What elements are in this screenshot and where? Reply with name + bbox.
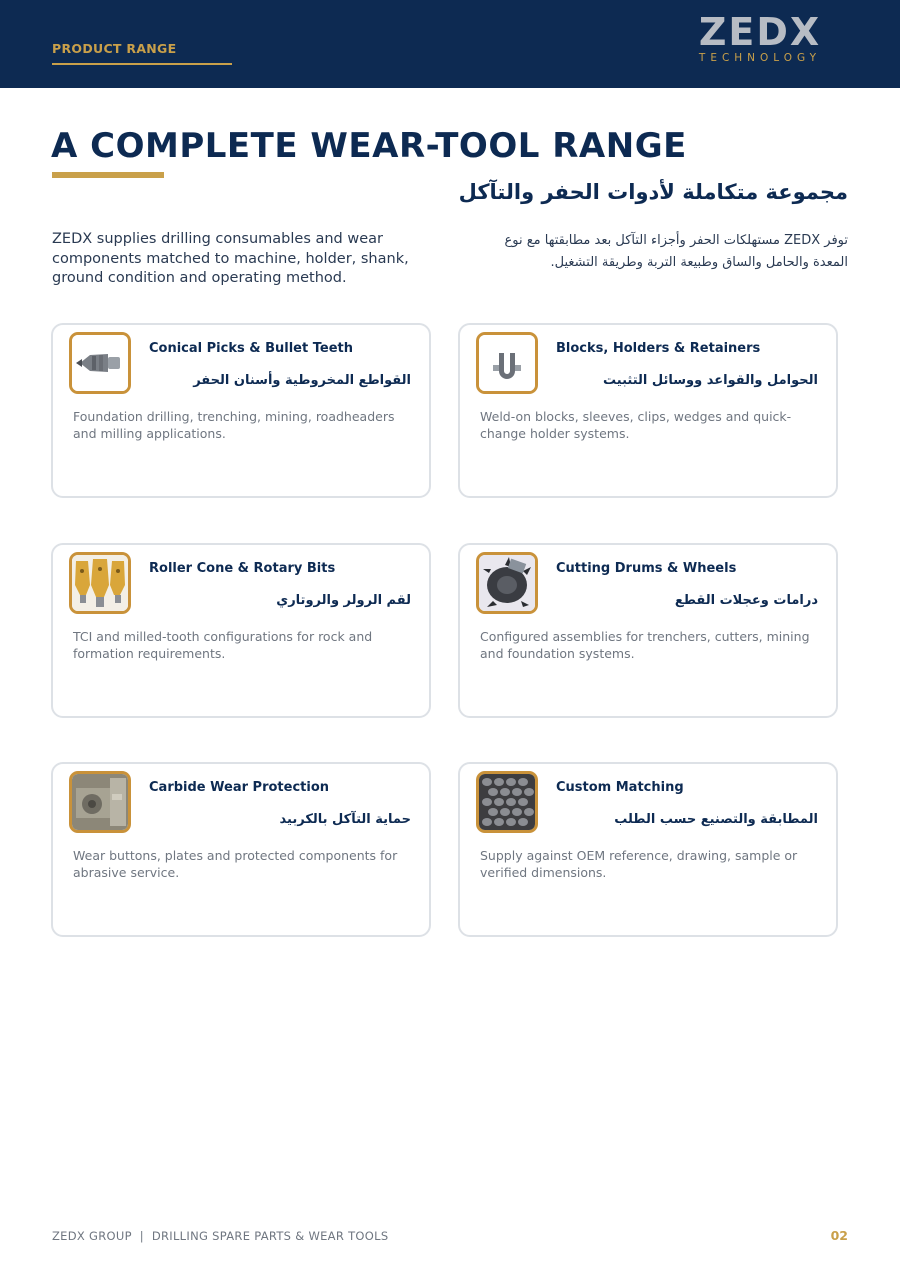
cutting-drum-icon <box>476 552 538 614</box>
section-label-underline <box>52 63 232 65</box>
card-title-arabic: درامات وعجلات القطع <box>674 593 818 608</box>
conical-pick-icon <box>69 332 131 394</box>
card-description: Configured assemblies for trenchers, cutters, mining and foundation systems. <box>480 629 810 661</box>
logo-wordmark: ZEDX <box>698 10 822 54</box>
section-label: PRODUCT RANGE <box>52 41 177 56</box>
product-card-conical-picks <box>51 323 431 498</box>
intro-text-arabic: توفر ZEDX مستهلكات الحفر وأجزاء التآكل بعد مطابقتها مع نوع المعدة والحامل والساق وطبيعة التربة وطريقة التشغيل. <box>504 233 848 270</box>
card-description: Wear buttons, plates and protected components for abrasive service. <box>73 848 398 880</box>
custom-matching-icon <box>476 771 538 833</box>
card-title-arabic: لقم الرولر والروتاري <box>276 593 411 608</box>
footer-text: ZEDX GROUP | DRILLING SPARE PARTS & WEAR TOOLS <box>52 1229 389 1243</box>
card-description: Supply against OEM reference, drawing, sample or verified dimensions. <box>480 848 798 880</box>
card-title: Carbide Wear Protection <box>149 780 330 795</box>
card-title-arabic: القواطع المخروطية وأسنان الحفر <box>193 373 411 388</box>
product-card-blocks-holders <box>458 323 838 498</box>
card-title-arabic: المطابقة والتصنيع حسب الطلب <box>614 812 818 827</box>
card-description: Foundation drilling, trenching, mining, roadheaders and milling applications. <box>73 409 395 441</box>
card-title: Blocks, Holders & Retainers <box>556 341 761 356</box>
page-number: 02 <box>830 1228 848 1243</box>
roller-cone-icon <box>69 552 131 614</box>
card-title: Conical Picks & Bullet Teeth <box>149 341 353 356</box>
page-title: A COMPLETE WEAR-TOOL RANGE <box>51 126 687 166</box>
carbide-protection-icon <box>69 771 131 833</box>
card-title: Cutting Drums & Wheels <box>556 561 737 576</box>
product-card-roller-cone <box>51 543 431 718</box>
title-accent-rule <box>52 172 164 178</box>
product-card-custom-matching <box>458 762 838 937</box>
header-bar <box>0 0 900 88</box>
card-title-arabic: الحوامل والقواعد ووسائل التثبيت <box>603 373 818 388</box>
card-title: Custom Matching <box>556 780 684 795</box>
intro-text: ZEDX supplies drilling consumables and wear components matched to machine, holder, shank, ground condition and operating method. <box>52 231 409 286</box>
card-description: TCI and milled-tooth configurations for rock and formation requirements. <box>73 629 373 661</box>
card-title-arabic: حماية التآكل بالكربيد <box>279 812 411 827</box>
card-title: Roller Cone & Rotary Bits <box>149 561 336 576</box>
page-title-arabic: مجموعة متكاملة لأدوات الحفر والتآكل <box>458 180 848 204</box>
logo-tagline: TECHNOLOGY <box>698 52 822 64</box>
card-description: Weld-on blocks, sleeves, clips, wedges and quick-change holder systems. <box>480 409 792 441</box>
product-card-cutting-drums <box>458 543 838 718</box>
product-card-carbide-protection <box>51 762 431 937</box>
holder-icon <box>476 332 538 394</box>
zedx-logo <box>680 10 840 66</box>
